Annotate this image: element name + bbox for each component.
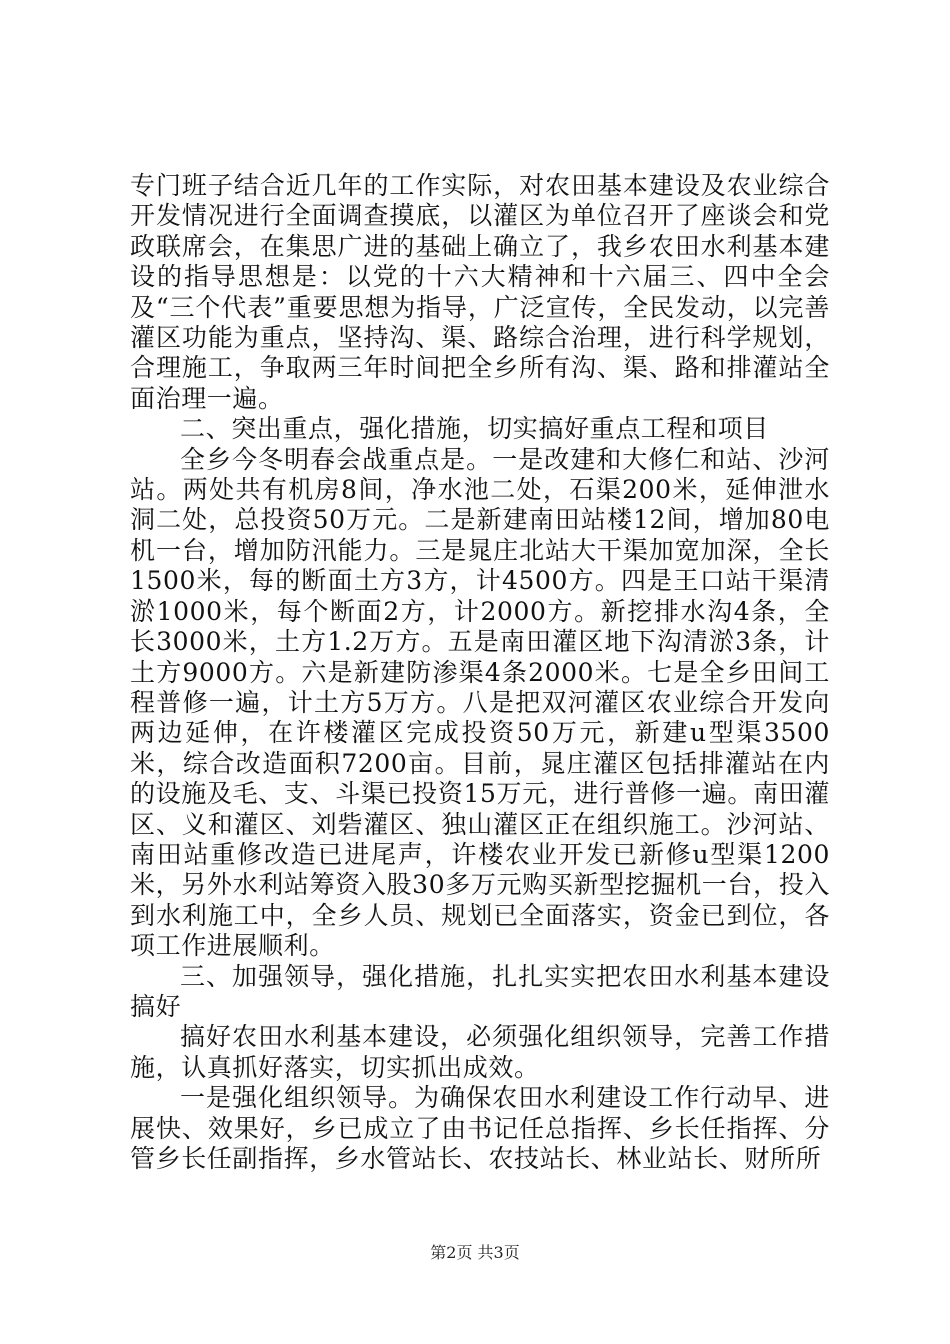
- heading-leadership: 三、加强领导，强化措施，扎扎实实把农田水利基本建设搞好: [130, 961, 830, 1021]
- page-number-footer: 第2页 共3页: [430, 1243, 520, 1262]
- paragraph-key-projects: 全乡今冬明春会战重点是。一是改建和大修仁和站、沙河站。两处共有机房8间，净水池二处，石渠200米，延伸泄水洞二处，总投资50万元。二是新建南田站楼12间，增加80电机一台，增加防汛能力。三是晁庄北站大干渠加宽加深，全长1500米，每的断面土方3方，计4500方。四是王口站干渠清淤1000米，每个断面2方，计2000方。新挖排水沟4条，全长3000米，土方1.2万方。五是南田灌区地下沟清淤3条，计土方9000方。六是新建防渗渠4条2000米。七是全乡田间工程普修一遍，计土方5万方。八是把双河灌区农业综合开发向两边延伸，在许楼灌区完成投资50万元，新建u型渠3500米，综合改造面积7200亩。目前，晁庄灌区包括排灌站在内的设施及毛、支、斗渠已投资15万元，进行普修一遍。南田灌区、义和灌区、刘砦灌区、独山灌区正在组织施工。沙河站、南田站重修改造已进尾声，许楼农业开发已新修u型渠1200米，另外水利站筹资入股30多万元购买新型挖掘机一台，投入到水利施工中，全乡人员、规划已全面落实，资金已到位，各项工作进展顺利。: [130, 444, 830, 961]
- document-body: [130, 171, 830, 1174]
- paragraph-guiding-ideology: 专门班子结合近几年的工作实际，对农田基本建设及农业综合开发情况进行全面调查摸底，以灌区为单位召开了座谈会和党政联席会，在集思广进的基础上确立了，我乡农田水利基本建设的指导思想是：以党的十六大精神和十六届三、四中全会及“三个代表”重要思想为指导，广泛宣传，全民发动，以完善灌区功能为重点，坚持沟、渠、路综合治理，进行科学规划，合理施工，争取两三年时间把全乡所有沟、渠、路和排灌站全面治理一遍。: [130, 171, 830, 413]
- paragraph-leadership-intro: 搞好农田水利基本建设，必须强化组织领导，完善工作措施，认真抓好落实，切实抓出成效。: [130, 1022, 830, 1082]
- paragraph-organization: 一是强化组织领导。为确保农田水利建设工作行动早、进展快、效果好，乡已成立了由书记任总指挥、乡长任指挥、分管乡长任副指挥，乡水管站长、农技站长、林业站长、财所所: [130, 1083, 830, 1173]
- heading-key-projects: 二、突出重点，强化措施，切实搞好重点工程和项目: [180, 414, 769, 444]
